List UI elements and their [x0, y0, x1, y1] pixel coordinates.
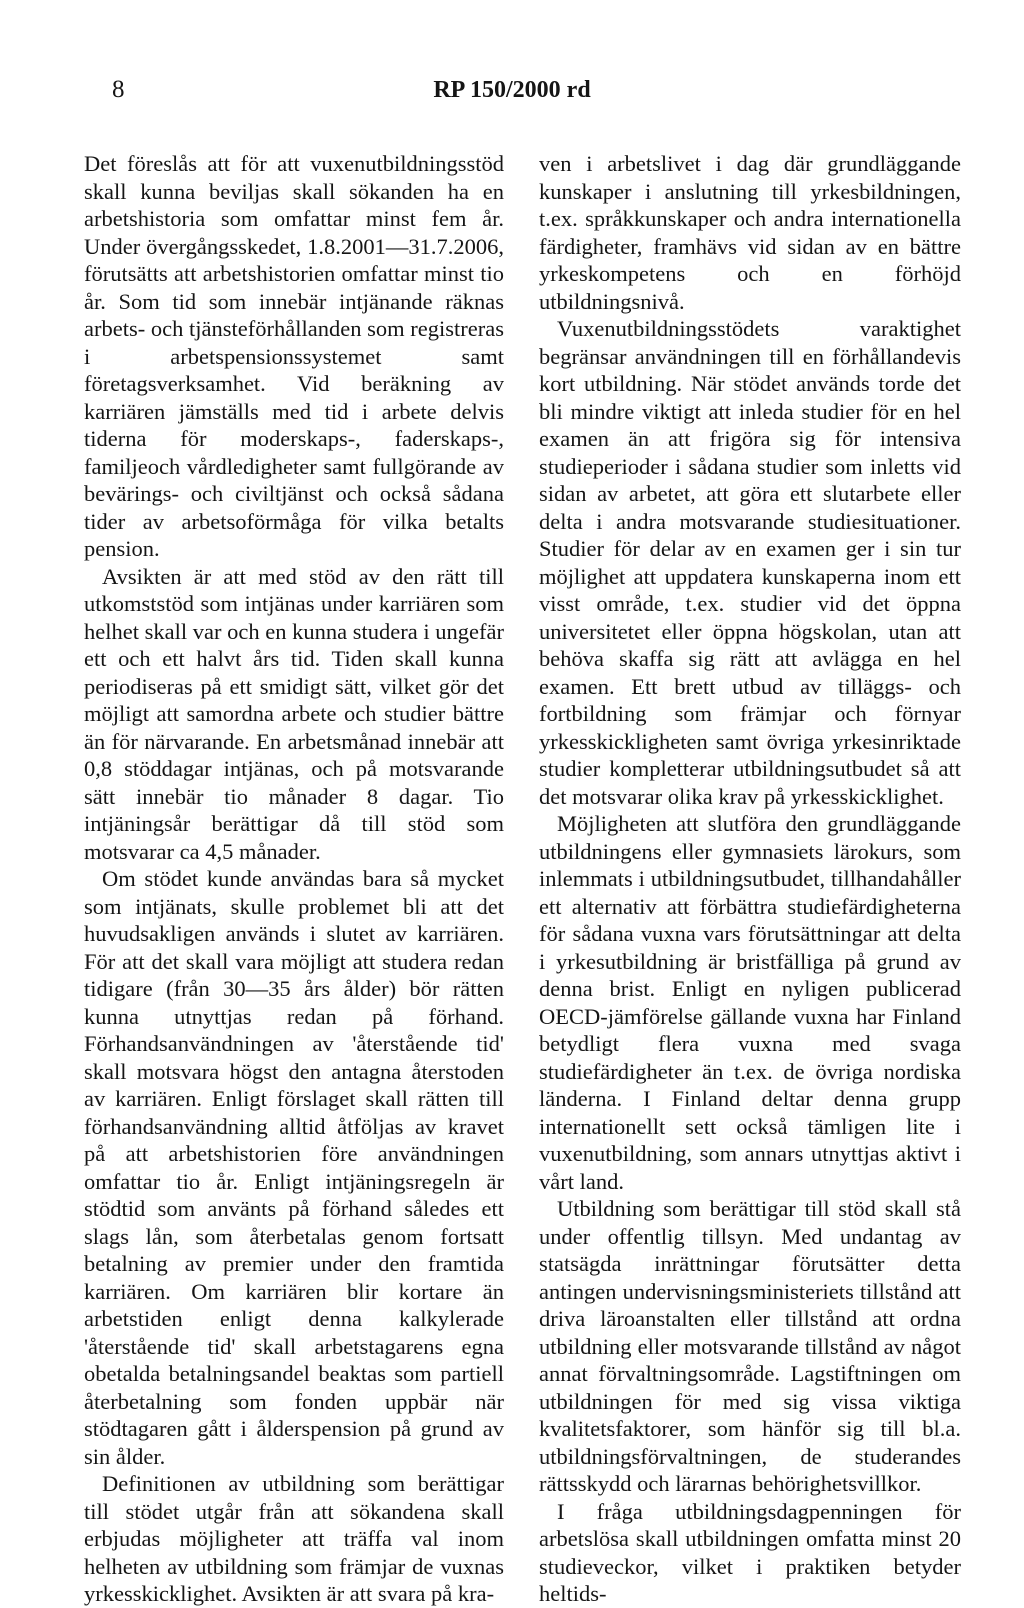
right-column — [539, 150, 961, 1608]
paragraph: Om stödet kunde användas bara så mycket som intjänats, skulle problemet bli att det huvudsakligen används i slutet av karriären. För att det skall vara möjligt att studera redan tidigare (från 30—35 års ålder) bör rätten kunna utnyttjas redan på förhand. Förhandsanvändningen av 'återstående tid' skall motsvara högst den antagna återstoden av karriären. Enligt förslaget skall rätten till förhandsanvändning alltid åtföljas av kravet på att arbetshistorien före användningen omfattar tio år. Enligt intjäningsregeln är stödtid som använts på förhand således ett slags lån, som återbetalas genom fortsatt betalning av premier under den framtida karriären. Om karriären blir kortare än arbetstiden enligt denna kalkylerade 'återstående tid' skall arbetstagarens egna obetalda betalningsandel beaktas som partiell återbetalning som fonden uppbär när stödtagaren gått i ålderspension på grund av sin ålder. — [84, 866, 504, 1469]
left-column — [84, 150, 504, 1608]
paragraph: Avsikten är att med stöd av den rätt till utkomststöd som intjänas under karriären som helhet skall var och en kunna studera i ungefär ett och ett halvt års tid. Tiden skall kunna periodiseras på ett smidigt sätt, vilket gör det möjligt att samordna arbete och studier bättre än för närvarande. En arbetsmånad innebär att 0,8 stöddagar intjänas, och på motsvarande sätt innebär tio månader 8 dagar. Tio intjäningsår berättigar då till stöd som motsvarar ca 4,5 månader. — [84, 563, 504, 864]
page-number: 8 — [112, 76, 125, 103]
paragraph: Definitionen av utbildning som berättigar till stödet utgår från att sökandena skall erbjudas möjligheter att träffa val inom helheten av utbildning som främjar de vuxnas yrkesskicklighet. Avsikten är att svara på kra- — [84, 1471, 504, 1606]
paragraph: Det föreslås att för att vuxenutbildningsstöd skall kunna beviljas skall sökanden ha en arbetshistoria som omfattar minst fem år. Under övergångsskedet, 1.8.2001—31.7.2006, förutsätts att arbetshistorien omfattar minst tio år. Som tid som innebär intjänande räknas arbets- och tjänsteförhållanden som registreras i arbetspensionssystemet samt företagsverksamhet. Vid beräkning av karriären jämställs med tid i arbete delvis tiderna för moderskaps-, faderskaps-, familjeoch vårdledigheter samt fullgörande av bevärings- och civiltjänst och också sådana tider av arbetsoförmåga för vilka betalts pension. — [84, 151, 504, 561]
paragraph-continuation: ven i arbetslivet i dag där grundläggande kunskaper i anslutning till yrkesbildningen, t.ex. språkkunskaper och andra internationella färdigheter, framhävs vid sidan av en bättre yrkeskompetens och en förhöjd utbildningsnivå. — [539, 151, 961, 314]
paragraph: Möjligheten att slutföra den grundläggande utbildningens eller gymnasiets lärokurs, som inlemmats i utbildningsutbudet, tillhandahåller ett alternativ att förbättra studiefärdigheterna för sådana vuxna vars förutsättningar att delta i yrkesutbildning är bristfälliga på grund av denna brist. Enligt en nyligen publicerad OECD-jämförelse gällande vuxna har Finland betydligt flera vuxna med svaga studiefärdigheter än t.ex. de övriga nordiska länderna. I Finland deltar denna grupp internationellt sett också tämligen lite i vuxenutbildning, som annars utnyttjas aktivt i vårt land. — [539, 811, 961, 1194]
paragraph: Utbildning som berättigar till stöd skall stå under offentlig tillsyn. Med undantag av statsägda inrättningar förutsätter detta antingen undervisningsministeriets tillstånd att driva läroanstalten eller tillstånd att ordna utbildning eller motsvarande tillstånd av något annat förvaltningsområde. Lagstiftningen om utbildningen för med sig vissa viktiga kvalitetsfaktorer, som hänför sig till bl.a. utbildningsförvaltningen, de studerandes rättsskydd och lärarnas behörighetsvillkor. — [539, 1196, 961, 1496]
paragraph: I fråga utbildningsdagpenningen för arbetslösa skall utbildningen omfatta minst 20 studieveckor, vilket i praktiken betyder heltids- — [539, 1498, 961, 1606]
paragraph: Vuxenutbildningsstödets varaktighet begränsar användningen till en förhållandevis kort utbildning. När stödet används torde det bli mindre viktigt att inleda studier för en hel examen än att frigöra sig för intensiva studieperioder i sådana studier som inletts vid sidan av arbetet, att göra ett slutarbete eller delta i andra motsvarande studiesituationer. Studier för delar av en examen ger i sin tur möjlighet att uppdatera kunskaperna inom ett visst område, t.ex. studier vid det öppna universitetet eller öppna högskolan, utan att behöva skaffa sig rätt att avlägga en hel examen. Ett brett utbud av tilläggs- och fortbildning som främjar och förnyar yrkesskickligheten samt övriga yrkesinriktade studier kompletterar utbildningsutbudet så att det motsvarar olika krav på yrkesskicklighet. — [539, 316, 961, 809]
document-id: RP 150/2000 rd — [433, 77, 591, 103]
